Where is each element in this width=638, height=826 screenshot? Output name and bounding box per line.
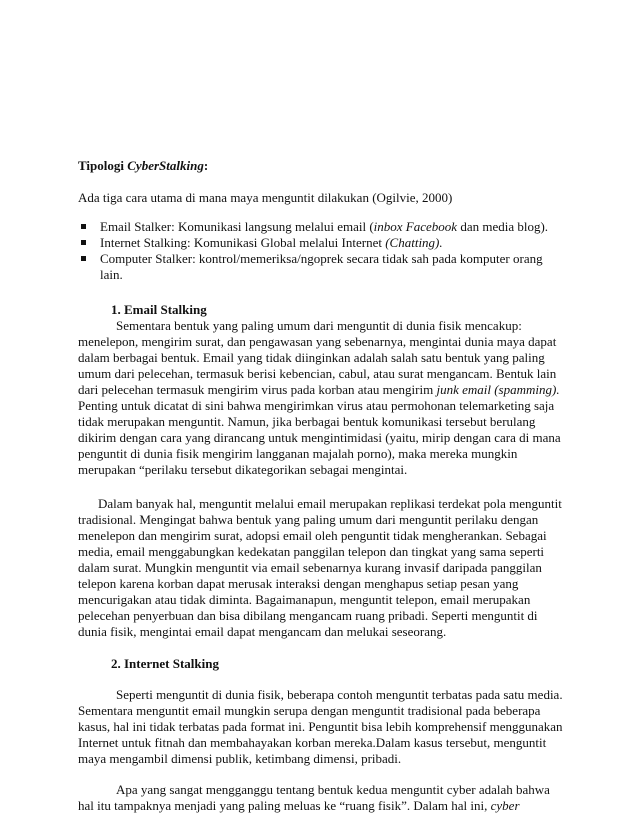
section-title-email-stalking: 1. Email Stalking xyxy=(111,302,207,317)
typology-list xyxy=(78,219,568,283)
list-item-text: Email Stalker: Komunikasi langsung melalui email ( xyxy=(100,219,374,234)
list-item-text: Internet Stalking: Komunikasi Global melalui Internet xyxy=(100,235,386,250)
list-item-italic: inbox Facebook xyxy=(373,219,458,234)
list-item xyxy=(78,251,568,283)
heading-suffix: : xyxy=(203,158,209,173)
paragraph-italic: cyber xyxy=(490,798,520,813)
paragraph xyxy=(78,782,568,814)
document-heading xyxy=(78,158,568,174)
paragraph xyxy=(78,318,568,478)
list-item xyxy=(78,235,568,251)
paragraph-text: Sementara bentuk yang paling umum dari menguntit di dunia fisik mencakup: menelepon, mengirim surat, dan pengawasan yang sebenarnya, mengintai dunia maya dapat dalam berbagai bentuk. Email yang tidak diinginkan adalah salah satu bentuk yang paling umum dari pelecehan, termasuk berisi kebencian, cabul, atau surat mengancam. Bentuk lain dari pelecehan termasuk mengirim virus pada korban atau mengirim xyxy=(78,318,557,397)
list-item-text: Computer Stalker: kontrol/memeriksa/ngoprek secara tidak sah pada komputer orang lain. xyxy=(100,251,543,282)
list-item-italic: (Chatting). xyxy=(385,235,443,250)
intro-text: Ada tiga cara utama di mana maya menguntit dilakukan (Ogilvie, 2000) xyxy=(78,190,453,205)
paragraph: Dalam banyak hal, menguntit melalui email merupakan replikasi terdekat pola menguntit tradisional. Mengingat bahwa bentuk yang paling umum dari menguntit perilaku dengan menelepon dan mengirim surat, adopsi email oleh penguntit tidak mengherankan. Sebagai media, email menggabungkan kedekatan panggilan telepon dan tingkat yang sama seperti dalam surat. Mungkin menguntit via email sebenarnya kurang invasif daripada panggilan telepon karena korban dapat merusak interaksi dengan menghapus setiap pesan yang mencurigakan atau tidak diminta. Bagaimanapun, menguntit telepon, email merupakan pelecehan penyerbuan dan bisa dibilang mengancam ruang pribadi. Seperti menguntit di dunia fisik, mengintai email dapat mengancam dan melukai seseorang. xyxy=(78,496,562,639)
list-item-after: dan media blog). xyxy=(457,219,549,234)
list-item xyxy=(78,219,568,235)
document-body xyxy=(78,158,568,814)
heading-prefix: Tipologi xyxy=(78,158,128,173)
section-title-internet-stalking: 2. Internet Stalking xyxy=(111,656,219,671)
heading-italic: CyberStalking xyxy=(127,158,204,173)
paragraph-text: Apa yang sangat mengganggu tentang bentuk kedua menguntit cyber adalah bahwa hal itu tampaknya menjadi yang paling meluas ke “ruang fisik”. Dalam hal ini, xyxy=(78,782,550,813)
paragraph-text: Penting untuk dicatat di sini bahwa mengirimkan virus atau permohonan telemarketing saja tidak merupakan menguntit. Namun, jika berbagai bentuk komunikasi tersebut berulang dikirim dengan cara yang dirancang untuk mengintimidasi (yaitu, mirip dengan cara di mana penguntit di dunia fisik mengirim langganan majalah porno), maka mereka mungkin merupakan “perilaku tersebut dikategorikan sebagai mengintai. xyxy=(78,398,561,477)
paragraph-italic: junk email (spamming). xyxy=(436,382,560,397)
paragraph: Seperti menguntit di dunia fisik, beberapa contoh menguntit terbatas pada satu media. Sementara menguntit email mungkin serupa dengan menguntit tradisional pada beberapa kasus, hal ini tidak terbatas pada format ini. Penguntit bisa lebih komprehensif menggunakan Internet untuk fitnah dan membahayakan korban mereka.Dalam kasus tersebut, menguntit maya mengambil dimensi publik, ketimbang dimensi, pribadi. xyxy=(78,687,563,766)
